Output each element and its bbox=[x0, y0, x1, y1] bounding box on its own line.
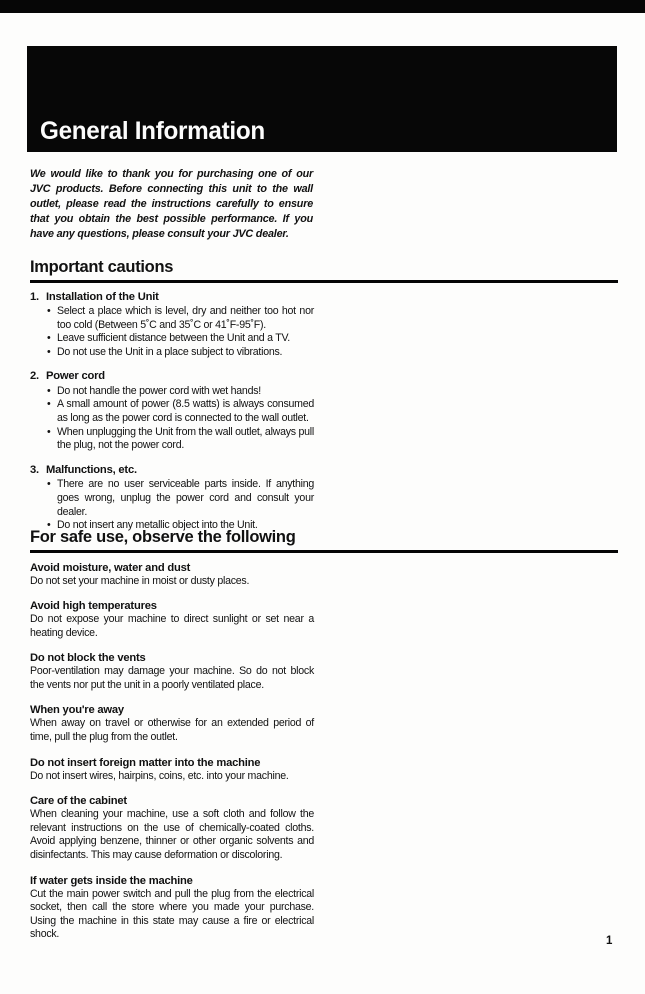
subsection-when-youre-away bbox=[30, 703, 314, 744]
subsection-title: If water gets inside the machine bbox=[30, 874, 193, 887]
scan-edge-strip bbox=[0, 0, 645, 13]
caution-bullet: • Do not handle the power cord with wet hands! bbox=[57, 385, 314, 399]
subsection-body: Cut the main power switch and pull the plug from the electrical socket, then call the store where you made your purchase. Using the machine in this state may cause a fire or electrical shock. bbox=[30, 887, 314, 941]
subsection-care-of-cabinet bbox=[30, 794, 314, 862]
subsection-title: When you're away bbox=[30, 704, 124, 717]
caution-bullet: • Do not use the Unit in a place subject to vibrations. bbox=[57, 346, 314, 360]
caution-bullet: • There are no user serviceable parts inside. If anything goes wrong, unplug the power cord and consult your dealer. bbox=[57, 478, 314, 519]
caution-item-power-cord bbox=[30, 370, 314, 452]
subsection-body: When away on travel or otherwise for an extended period of time, pull the plug from the outlet. bbox=[30, 717, 314, 744]
caution-item-title bbox=[30, 370, 314, 384]
subsection-body: Do not expose your machine to direct sunlight or set near a heating device. bbox=[30, 613, 314, 639]
caution-item-malfunctions bbox=[30, 464, 314, 533]
section-safe-use bbox=[30, 528, 618, 953]
subsection-do-not-block-vents bbox=[30, 651, 314, 692]
section-rule bbox=[30, 550, 618, 553]
caution-bullet-list bbox=[30, 305, 314, 359]
caution-bullet: • When unplugging the Unit from the wall outlet, always pull the plug, not the power cord. bbox=[57, 426, 314, 453]
section-rule bbox=[30, 280, 618, 283]
caution-item-title-text: Power cord bbox=[46, 370, 105, 383]
subsection-avoid-moisture bbox=[30, 561, 314, 589]
subsection-title: Avoid moisture, water and dust bbox=[30, 561, 191, 574]
section-heading-important-cautions: Important cautions bbox=[30, 258, 174, 276]
section-important-cautions bbox=[30, 258, 618, 544]
caution-item-installation bbox=[30, 291, 314, 360]
subsection-water-inside-machine bbox=[30, 874, 314, 942]
subsection-body: Do not insert wires, hairpins, coins, etc. into your machine. bbox=[30, 769, 289, 782]
subsection-body: When cleaning your machine, use a soft cloth and follow the relevant instructions on the use of chemically-coated cloths. Avoid applying benzene, thinner or other organic solvents and disinfectants. This may cause deformation or discoloring. bbox=[30, 808, 314, 862]
subsection-body: Poor-ventilation may damage your machine. So do not block the vents nor put the unit in a poorly ventilated place. bbox=[30, 665, 314, 691]
caution-item-title bbox=[30, 291, 314, 305]
caution-bullet: • Leave sufficient distance between the Unit and a TV. bbox=[57, 332, 314, 346]
page-number: 1 bbox=[606, 935, 613, 947]
subsection-title: Care of the cabinet bbox=[30, 795, 127, 808]
caution-bullet-list bbox=[30, 478, 314, 532]
subsection-title: Do not block the vents bbox=[30, 652, 146, 665]
section-heading-safe-use: For safe use, observe the following bbox=[30, 528, 296, 546]
subsection-body: Do not set your machine in moist or dusty places. bbox=[30, 574, 250, 587]
caution-item-title-text: Installation of the Unit bbox=[46, 290, 159, 303]
subsection-title: Avoid high temperatures bbox=[30, 600, 157, 613]
caution-bullet: • Select a place which is level, dry and neither too hot nor too cold (Between 5˚C and 35˚C or 41˚F-95˚F). bbox=[57, 305, 314, 332]
caution-item-number: 3. bbox=[30, 463, 39, 476]
caution-bullet-list bbox=[30, 385, 314, 453]
caution-item-title bbox=[30, 464, 314, 478]
caution-bullet: • Do not insert any metallic object into the Unit. bbox=[57, 519, 314, 533]
subsection-title: Do not insert foreign matter into the machine bbox=[30, 756, 261, 769]
caution-item-number: 2. bbox=[30, 370, 39, 383]
subsection-avoid-high-temperatures bbox=[30, 599, 314, 640]
page-title: General Information bbox=[40, 117, 265, 145]
intro-paragraph: We would like to thank you for purchasing one of our JVC products. Before connecting this unit to the wall outlet, please read the instructions carefully to ensure that you obtain the best possible performance. If you have any questions, please consult your JVC dealer. bbox=[30, 168, 313, 240]
caution-item-number: 1. bbox=[30, 290, 39, 303]
subsection-no-foreign-matter bbox=[30, 756, 314, 784]
caution-item-title-text: Malfunctions, etc. bbox=[46, 463, 137, 476]
title-banner bbox=[27, 46, 617, 152]
caution-bullet: • A small amount of power (8.5 watts) is always consumed as long as the power cord is connected to the wall outlet. bbox=[57, 398, 314, 425]
